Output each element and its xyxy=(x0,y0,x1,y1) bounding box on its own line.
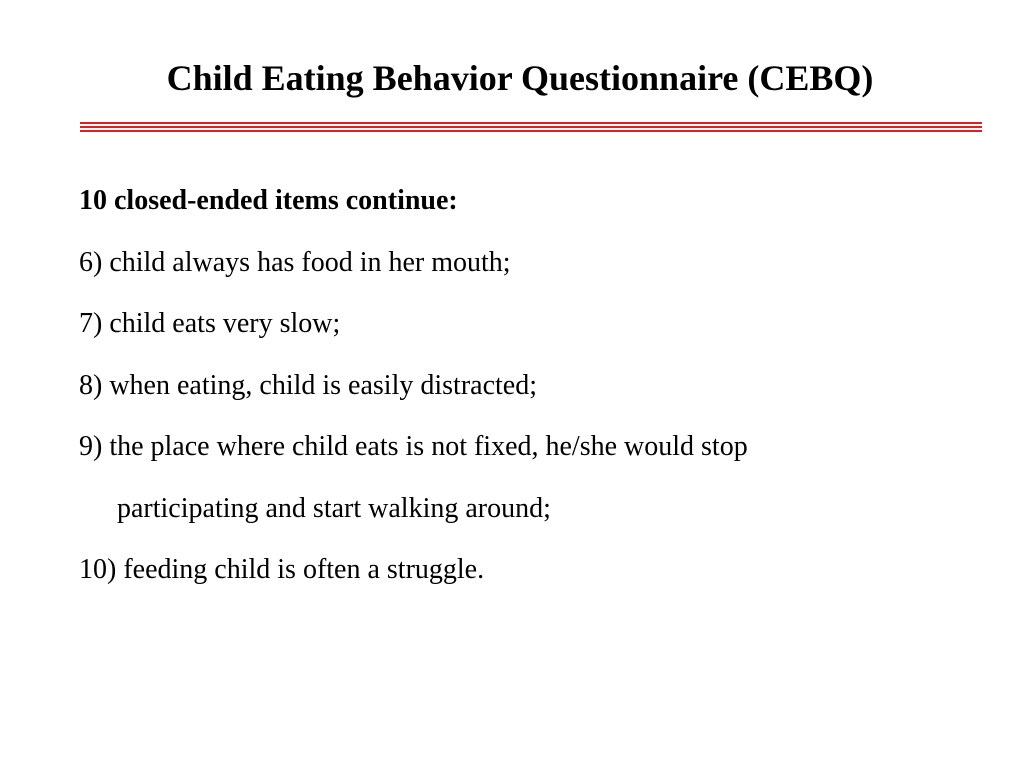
item-9: 9) the place where child eats is not fixed, he/she would stop xyxy=(79,431,748,462)
title-underline-bottom xyxy=(80,130,982,132)
item-9-continuation: participating and start walking around; xyxy=(117,492,551,524)
item-7: 7) child eats very slow; xyxy=(79,308,341,339)
title-underline-middle xyxy=(80,126,982,128)
title-underline-top xyxy=(80,122,982,124)
item-8: 8) when eating, child is easily distracted; xyxy=(79,369,537,401)
item-10: 10) feeding child is often a struggle. xyxy=(79,554,485,585)
slide-title: Child Eating Behavior Questionnaire (CEBQ) xyxy=(166,58,874,98)
item-6: 6) child always has food in her mouth; xyxy=(79,246,511,278)
slide-body xyxy=(79,170,999,601)
section-heading: 10 closed-ended items continue: xyxy=(79,185,458,216)
